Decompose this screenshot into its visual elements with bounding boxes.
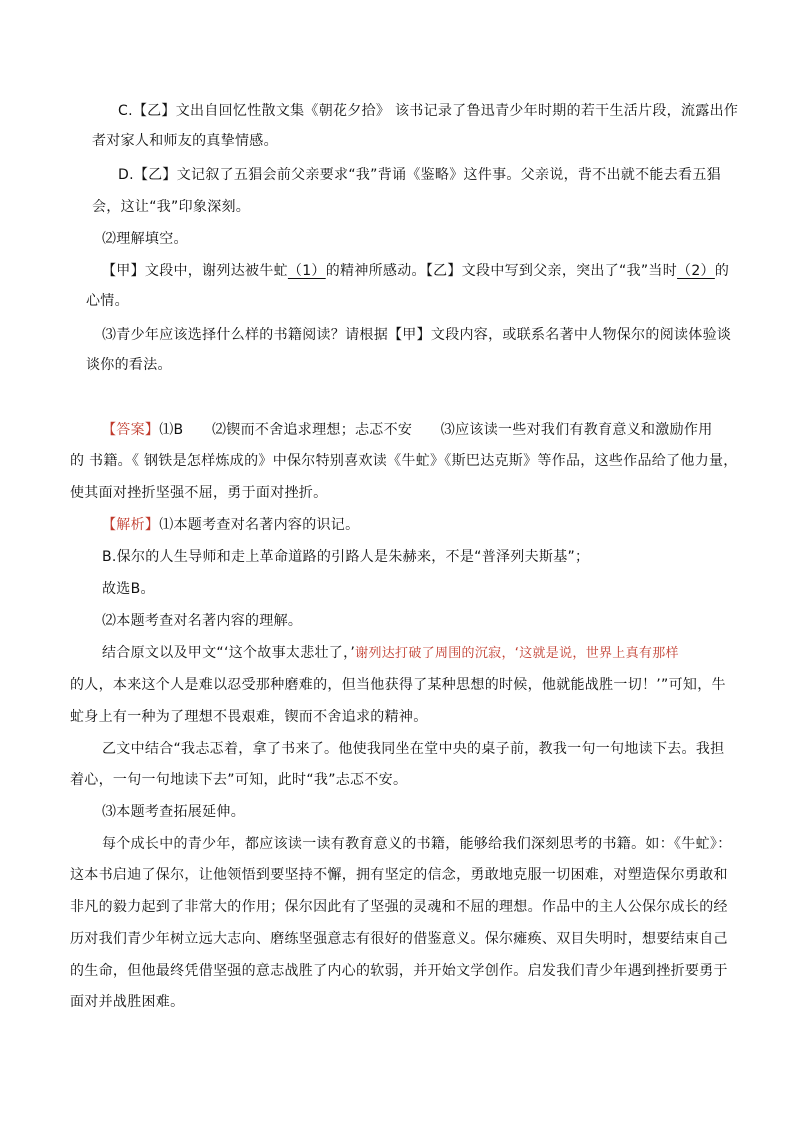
analysis-label: 【解析】 [102, 517, 160, 533]
question-2-text-a: 【甲】文段中，谢列达被牛虻 [102, 263, 288, 279]
answer-line2: 的 书籍。《 钢铁是怎样炼成的》中保尔特别喜欢读《牛虻》《斯巴达克斯》等作品，这些作品给了他力量， [70, 453, 738, 469]
analysis-q2-title: ⑵本题考查对名著内容的理解。 [102, 613, 303, 629]
answer-text: ⑴B ⑵锲而不舍追求理想；忐忑不安 ⑶应该读一些对我们有教育意义和激励作用 [159, 422, 713, 438]
analysis-q3-line5: 的生命，但他最终凭借坚强的意志战胜了内心的软弱，并开始文学创作。启发我们青少年遇到挫折要勇于 [70, 963, 728, 979]
analysis-q3-line4: 历对我们青少年树立远大志向、磨练坚强意志有很好的借鉴意义。保尔瘫痪、双目失明时，想要结束自己 [70, 931, 728, 947]
analysis-q3-line3: 非凡的毅力起到了非常大的作用；保尔因此有了坚强的灵魂和不屈的理想。作品中的主人公保尔成长的经 [70, 899, 728, 915]
question-2-line2: 心情。 [86, 293, 129, 309]
analysis-q3-line6: 面对并战胜困难。 [70, 994, 185, 1010]
option-d-line1: D.【乙】文记叙了五猖会前父亲要求“我”背诵《鉴略》这件事。父亲说，背不出就不能去看五猖 [118, 167, 721, 183]
analysis-q2-line1-quote: 谢列达打破了周围的沉寂，‘这就是说，世界上真有那样 [355, 646, 679, 661]
analysis-line1 [102, 516, 359, 534]
question-3-line2: 谈你的看法。 [86, 357, 172, 373]
analysis-q2-line3: 虻身上有一种为了理想不畏艰难，锲而不舍追求的精神。 [70, 709, 428, 725]
analysis-q2-line2: 的人，本来这个人是难以忍受那种磨难的，但当他获得了某种思想的时候，他就能战胜一切！’”可知，牛 [70, 677, 726, 693]
option-c-line1: C.【乙】文出自回忆性散文集《朝花夕拾》 该书记录了鲁迅青少年时期的若干生活片段，流露出作 [118, 103, 739, 119]
blank-2: （2） [677, 263, 715, 279]
answer-line3: 使其面对挫折坚强不屈，勇于面对挫折。 [70, 485, 328, 501]
answer-line1 [102, 421, 713, 439]
analysis-q2-line5: 着心，一句一句地读下去”可知，此时“我”忐忑不安。 [70, 772, 408, 788]
blank-1: （1） [287, 263, 326, 279]
analysis-q3-line2: 这本书启迪了保尔，让他领悟到要坚持不懈，拥有坚定的信念，勇敢地克服一切困难，对塑造保尔勇敢和 [70, 867, 728, 883]
analysis-q1-b: B.保尔的人生导师和走上革命道路的引路人是朱赫来，不是“普泽列夫斯基”； [102, 549, 590, 565]
analysis-q1-title: ⑴本题考查对名著内容的识记。 [159, 517, 360, 533]
question-2-fill-line [102, 262, 729, 280]
analysis-q3-line1: 每个成长中的青少年，都应该读一读有教育意义的书籍，能够给我们深刻思考的书籍。如：《牛虻》： [102, 836, 732, 852]
answer-label: 【答案】 [102, 422, 160, 438]
analysis-q2-line1-a: 结合原文以及甲文“‘这个故事太悲壮了，’ [102, 645, 356, 661]
option-d-line2: 会，这让“我”印象深刻。 [92, 199, 251, 215]
question-2-text-b: 的精神所感动。【乙】文段中写到父亲，突出了“我”当时 [325, 263, 678, 279]
question-2-text-c: 的 [714, 263, 730, 279]
analysis-q2-line4: 乙文中结合“我忐忑着，拿了书来了。他使我同坐在堂中央的桌子前，教我一句一句地读下去。我担 [102, 741, 725, 757]
option-c-line2: 者对家人和师友的真挚情感。 [92, 133, 278, 149]
analysis-q3-title: ⑶本题考查拓展延伸。 [102, 804, 245, 820]
analysis-q2-line1 [102, 644, 679, 663]
question-3-line1: ⑶青少年应该选择什么样的书籍阅读？请根据【甲】文段内容，或联系名著中人物保尔的阅读体验谈 [102, 327, 732, 343]
question-2-title: ⑵理解填空。 [102, 231, 188, 247]
analysis-q1-choice: 故选B。 [102, 581, 155, 597]
